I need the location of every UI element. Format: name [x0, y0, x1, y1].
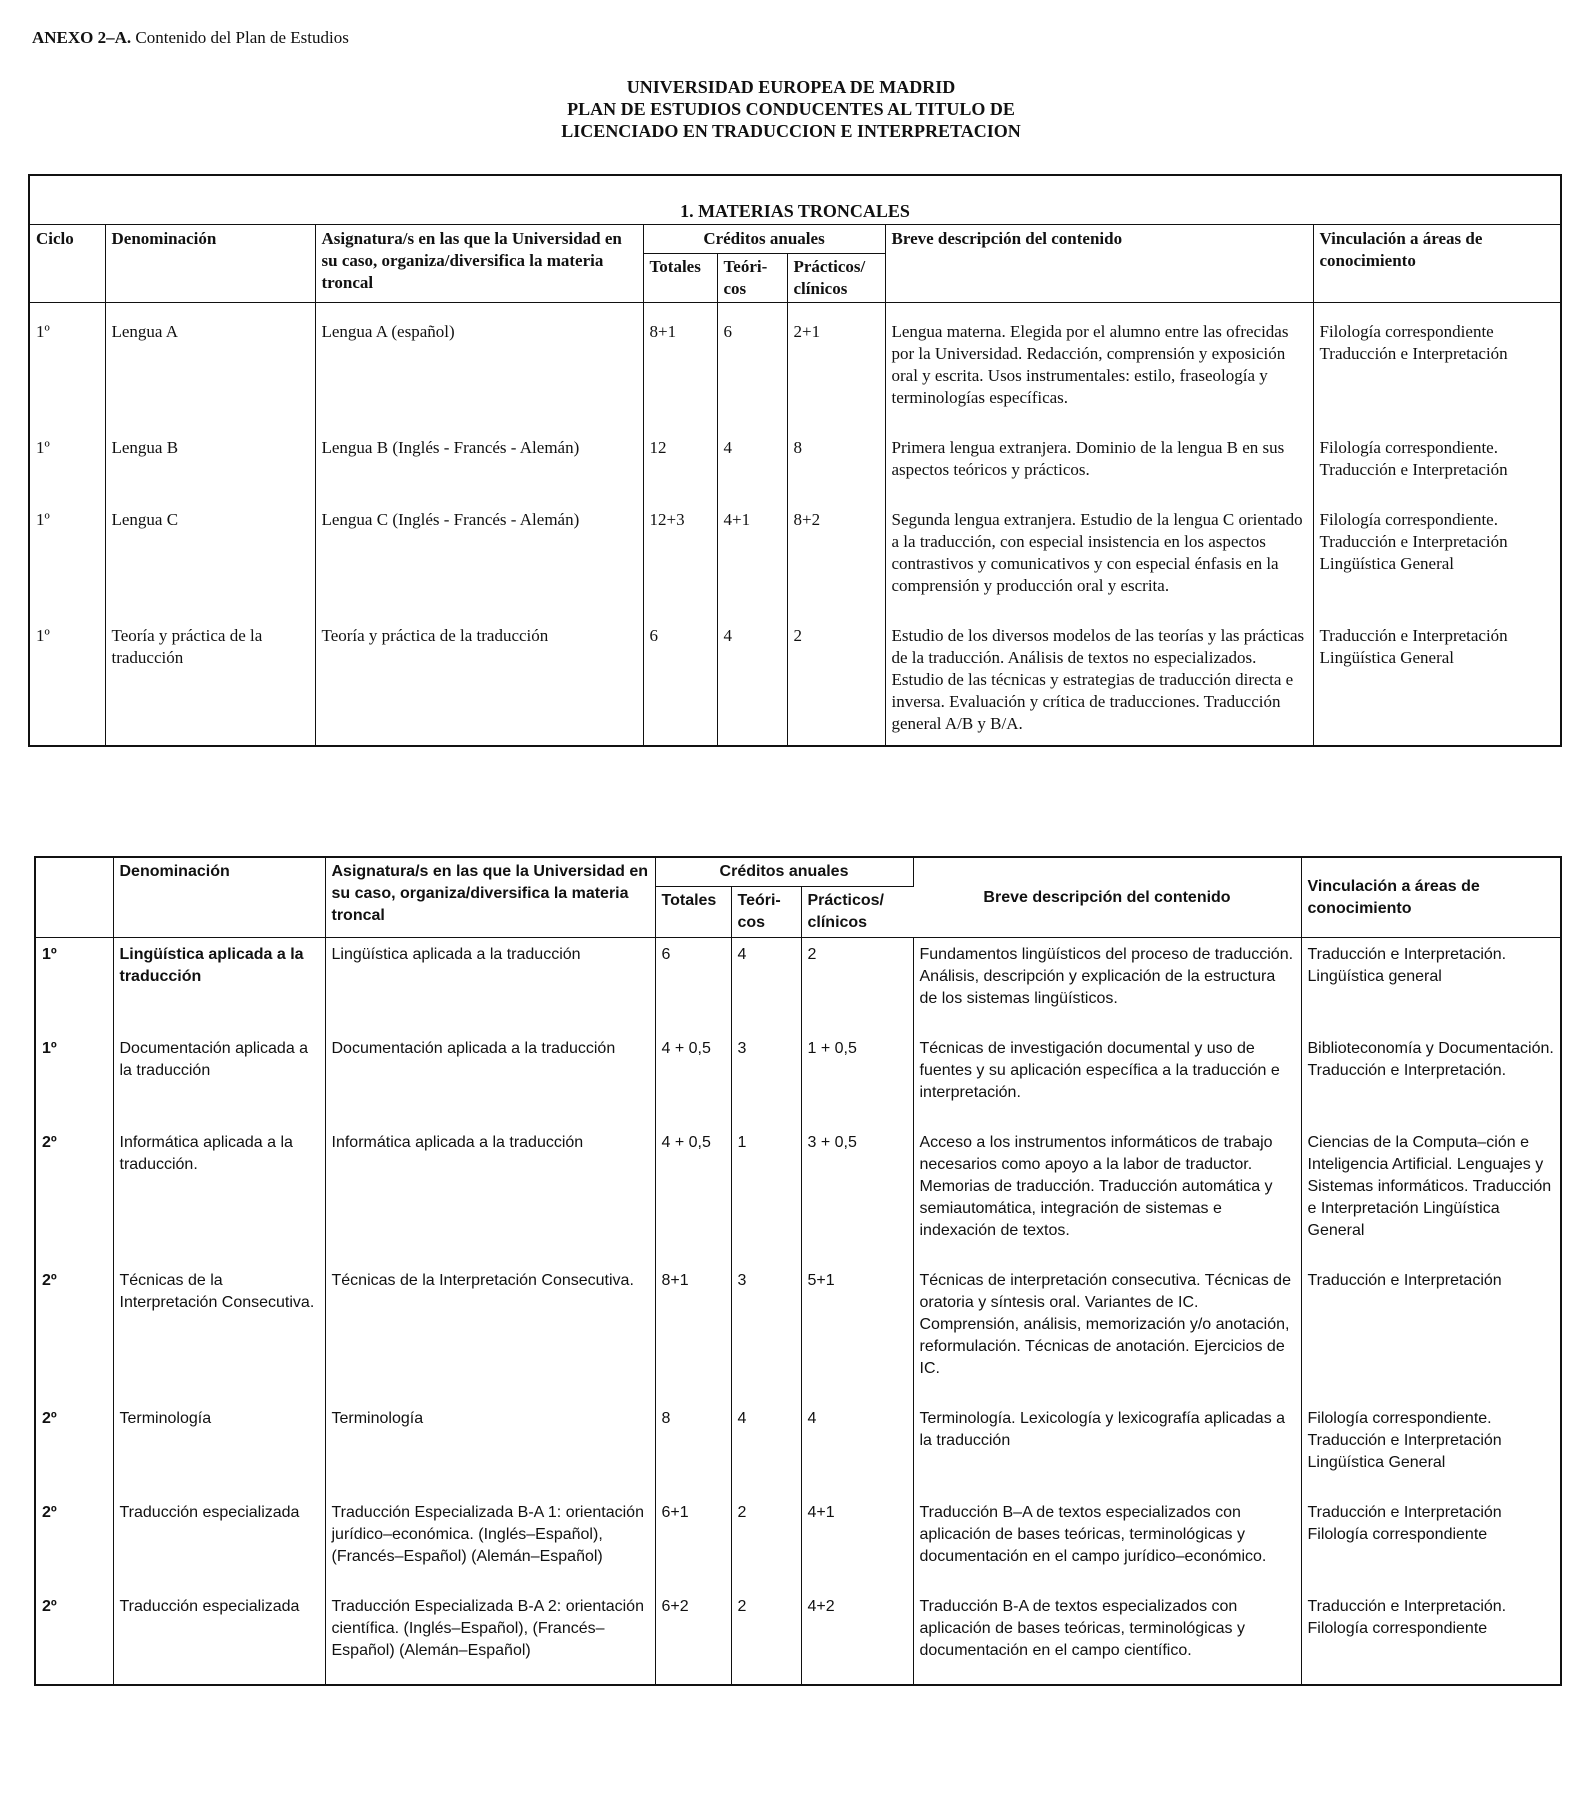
annex-heading — [32, 28, 349, 48]
table-row — [29, 607, 1561, 746]
header-teoricos: Teóri-cos — [717, 254, 787, 303]
cell-teoricos: 3 — [731, 1264, 801, 1402]
cell-asignatura: Documentación aplicada a la traducción — [325, 1032, 655, 1126]
table-row — [29, 491, 1561, 607]
section-title: 1. MATERIAS TRONCALES — [29, 175, 1561, 225]
cell-descripcion: Técnicas de investigación documental y uso de fuentes y su aplicación específica a la traducción e interpretación. — [913, 1032, 1301, 1126]
cell-teoricos: 1 — [731, 1126, 801, 1264]
cell-practicos: 8+2 — [787, 491, 885, 607]
cell-totales: 4 + 0,5 — [655, 1126, 731, 1264]
cell-asignatura: Traducción Especializada B-A 1: orientación jurídico–económica. (Inglés–Español), (Francés–Español) (Alemán–Español) — [325, 1496, 655, 1590]
cell-denominacion: Teoría y práctica de la traducción — [105, 607, 315, 746]
header-ciclo-blank — [35, 857, 113, 938]
cell-vinculacion: Ciencias de la Computa–ción e Inteligencia Artificial. Lenguajes y Sistemas informáticos. Traducción e Interpretación Lingüística General — [1307, 1134, 1552, 1239]
cell-totales: 6 — [655, 938, 731, 1033]
cell-denominacion: Técnicas de la Interpretación Consecutiva. — [113, 1264, 325, 1402]
header-row-2 — [35, 857, 1561, 887]
header-totales-2: Totales — [655, 887, 731, 938]
cell-totales: 8+1 — [643, 303, 717, 420]
cell-denominacion: Lengua A — [105, 303, 315, 420]
cell-teoricos: 4 — [731, 938, 801, 1033]
cell-vinculacion: Traducción e Interpretación — [1307, 1272, 1502, 1289]
cell-ciclo: 2º — [35, 1126, 113, 1264]
title-line-plan: PLAN DE ESTUDIOS CONDUCENTES AL TITULO DE — [567, 99, 1015, 119]
cell-descripcion: Traducción B–A de textos especializados con aplicación de bases teóricas, terminológicas y documentación en el campo jurídico–económico. — [913, 1496, 1301, 1590]
cell-practicos: 3 + 0,5 — [801, 1126, 913, 1264]
header-descripcion: Breve descripción del contenido — [885, 225, 1313, 303]
header-asignatura-2: Asignatura/s en las que la Universidad en su caso, organiza/diversifica la materia troncal — [325, 857, 655, 938]
header-denominacion-2: Denominación — [113, 857, 325, 938]
cell-practicos: 2 — [787, 607, 885, 746]
cell-teoricos: 4 — [731, 1402, 801, 1496]
cell-asignatura: Lingüística aplicada a la traducción — [325, 938, 655, 1033]
cell-ciclo: 1º — [29, 419, 105, 491]
cell-vinculacion: Traducción e Interpretación Filología correspondiente — [1307, 1504, 1502, 1543]
table-row — [35, 938, 1561, 1033]
cell-ciclo: 2º — [35, 1264, 113, 1402]
cell-descripcion: Terminología. Lexicología y lexicografía aplicadas a la traducción — [913, 1402, 1301, 1496]
table-row — [29, 303, 1561, 420]
cell-totales: 6+1 — [655, 1496, 731, 1590]
cell-vinculacion: Traducción e Interpretación. Filología correspondiente — [1307, 1598, 1507, 1637]
header-ciclo: Ciclo — [29, 225, 105, 303]
cell-descripcion: Traducción B-A de textos especializados con aplicación de bases teóricas, terminológicas y documentación en el campo científico. — [913, 1590, 1301, 1685]
table-row — [35, 1590, 1561, 1685]
cell-ciclo: 1º — [35, 1032, 113, 1126]
cell-ciclo: 2º — [35, 1402, 113, 1496]
cell-descripcion: Técnicas de interpretación consecutiva. Técnicas de oratoria y síntesis oral. Variantes de IC. Comprensión, análisis, memorización y/o anotación, reformulación. Técnicas de anotación. Ejercicios de IC. — [913, 1264, 1301, 1402]
cell-teoricos: 3 — [731, 1032, 801, 1126]
header-creditos: Créditos anuales — [643, 225, 885, 254]
cell-teoricos: 4 — [717, 419, 787, 491]
cell-descripcion: Fundamentos lingüísticos del proceso de traducción. Análisis, descripción y explicación de la estructura de los sistemas lingüísticos. — [913, 938, 1301, 1033]
header-row — [29, 225, 1561, 254]
cell-asignatura: Lengua A (español) — [315, 303, 643, 420]
cell-asignatura: Teoría y práctica de la traducción — [315, 607, 643, 746]
cell-descripcion: Segunda lengua extranjera. Estudio de la lengua C orientado a la traducción, con especial insistencia en los aspectos contrastivos y comunicativos y con especial énfasis en la comprensión y producción oral y escrita. — [885, 491, 1313, 607]
annex-text: Contenido del Plan de Estudios — [135, 28, 349, 47]
cell-teoricos: 2 — [731, 1590, 801, 1685]
cell-totales: 12+3 — [643, 491, 717, 607]
table-row — [29, 419, 1561, 491]
table-row — [35, 1402, 1561, 1496]
header-asignatura: Asignatura/s en las que la Universidad en su caso, organiza/diversifica la materia troncal — [315, 225, 643, 303]
cell-descripcion: Lengua materna. Elegida por el alumno entre las ofrecidas por la Universidad. Redacción, comprensión y exposición oral y escrita. Usos instrumentales: estilo, fraseología y terminologías específicas. — [885, 303, 1313, 420]
cell-descripcion: Acceso a los instrumentos informáticos de trabajo necesarios como apoyo a la labor de traductor. Memorias de traducción. Traducción automática y semiautomática, integración de sistemas e indexación de textos. — [913, 1126, 1301, 1264]
header-practicos: Prácticos/ clínicos — [787, 254, 885, 303]
header-vinculacion-2: Vinculación a áreas de conocimiento — [1301, 857, 1561, 938]
cell-ciclo: 1º — [29, 303, 105, 420]
header-creditos-2: Créditos anuales — [655, 857, 913, 887]
cell-teoricos: 4 — [717, 607, 787, 746]
cell-ciclo: 2º — [35, 1590, 113, 1685]
cell-practicos: 4+2 — [801, 1590, 913, 1685]
table-row — [35, 1496, 1561, 1590]
table-row — [35, 1032, 1561, 1126]
cell-practicos: 8 — [787, 419, 885, 491]
cell-denominacion: Terminología — [113, 1402, 325, 1496]
cell-asignatura: Traducción Especializada B-A 2: orientación científica. (Inglés–Español), (Francés–Español) (Alemán–Español) — [325, 1590, 655, 1685]
table-row — [35, 1264, 1561, 1402]
cell-vinculacion: Biblioteconomía y Documentación. Traducción e Interpretación. — [1307, 1040, 1554, 1079]
annex-label: ANEXO 2–A. — [32, 28, 132, 47]
cell-ciclo: 1º — [35, 938, 113, 1033]
cell-denominacion: Informática aplicada a la traducción. — [113, 1126, 325, 1264]
cell-practicos: 4+1 — [801, 1496, 913, 1590]
header-totales: Totales — [643, 254, 717, 303]
cell-denominacion: Lingüística aplicada a la traducción — [113, 938, 325, 1033]
cell-denominacion: Traducción especializada — [113, 1496, 325, 1590]
cell-descripcion: Estudio de los diversos modelos de las teorías y las prácticas de la traducción. Análisis de textos no especializados. Estudio de las técnicas y estrategias de traducción directa e inversa. Evaluación y crítica de traducciones. Traducción general A/B y B/A. — [885, 607, 1313, 746]
cell-totales: 8+1 — [655, 1264, 731, 1402]
cell-asignatura: Terminología — [325, 1402, 655, 1496]
cell-descripcion: Primera lengua extranjera. Dominio de la lengua B en sus aspectos teóricos y prácticos. — [885, 419, 1313, 491]
cell-denominacion: Lengua B — [105, 419, 315, 491]
cell-denominacion: Lengua C — [105, 491, 315, 607]
cell-teoricos: 2 — [731, 1496, 801, 1590]
cell-practicos: 2 — [801, 938, 913, 1033]
cell-totales: 4 + 0,5 — [655, 1032, 731, 1126]
cell-totales: 8 — [655, 1402, 731, 1496]
cell-denominacion: Documentación aplicada a la traducción — [113, 1032, 325, 1126]
materias-troncales-table — [28, 174, 1562, 747]
section-row — [29, 175, 1561, 225]
cell-practicos: 1 + 0,5 — [801, 1032, 913, 1126]
cell-practicos: 4 — [801, 1402, 913, 1496]
cell-teoricos: 6 — [717, 303, 787, 420]
cell-vinculacion: Filología correspondiente. Traducción e Interpretación Lingüística General — [1319, 510, 1508, 573]
cell-denominacion: Traducción especializada — [113, 1590, 325, 1685]
cell-vinculacion: Filología correspondiente. Traducción e Interpretación — [1319, 438, 1508, 479]
header-teoricos-2: Teóri-cos — [731, 887, 801, 938]
cell-vinculacion: Traducción e Interpretación Lingüística General — [1319, 626, 1508, 667]
header-practicos-2: Prácticos/ clínicos — [801, 887, 913, 938]
cell-vinculacion: Filología correspondiente Traducción e Interpretación — [1319, 322, 1508, 363]
cell-asignatura: Informática aplicada a la traducción — [325, 1126, 655, 1264]
cell-totales: 6+2 — [655, 1590, 731, 1685]
document-title — [0, 76, 1582, 142]
cell-vinculacion: Filología correspondiente. Traducción e Interpretación Lingüística General — [1307, 1410, 1502, 1471]
cell-asignatura: Técnicas de la Interpretación Consecutiva. — [325, 1264, 655, 1402]
cell-vinculacion: Traducción e Interpretación. Lingüística general — [1307, 946, 1507, 985]
title-line-university: UNIVERSIDAD EUROPEA DE MADRID — [626, 77, 956, 97]
title-line-degree: LICENCIADO EN TRADUCCION E INTERPRETACION — [561, 121, 1021, 141]
materias-troncales-table-continued — [34, 856, 1562, 1686]
cell-practicos: 5+1 — [801, 1264, 913, 1402]
header-denominacion: Denominación — [105, 225, 315, 303]
table-row — [35, 1126, 1561, 1264]
cell-asignatura: Lengua B (Inglés - Francés - Alemán) — [315, 419, 643, 491]
cell-ciclo: 1º — [29, 607, 105, 746]
cell-totales: 12 — [643, 419, 717, 491]
cell-totales: 6 — [643, 607, 717, 746]
cell-practicos: 2+1 — [787, 303, 885, 420]
cell-asignatura: Lengua C (Inglés - Francés - Alemán) — [315, 491, 643, 607]
header-descripcion-2: Breve descripción del contenido — [913, 857, 1301, 938]
cell-ciclo: 1º — [29, 491, 105, 607]
cell-ciclo: 2º — [35, 1496, 113, 1590]
header-vinculacion: Vinculación a áreas de conocimiento — [1313, 225, 1561, 303]
cell-teoricos: 4+1 — [717, 491, 787, 607]
